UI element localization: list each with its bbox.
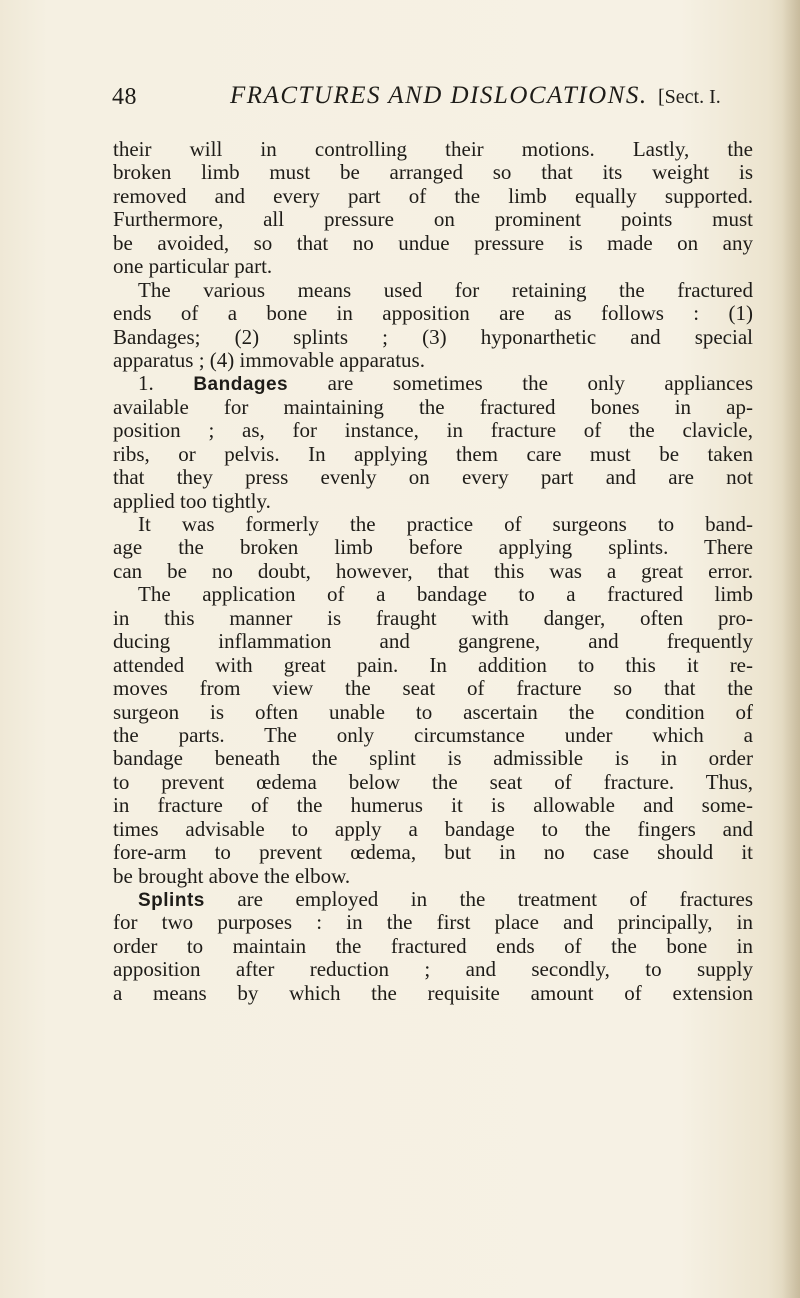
line-text: in this manner is fraught with danger, often pro- xyxy=(113,605,753,630)
text-line xyxy=(113,396,753,419)
line-text: that they press evenly on every part and are not xyxy=(113,465,753,490)
line-text: order to maintain the fractured ends of the bone in xyxy=(113,933,753,958)
line-text: age the broken limb before applying splints. There xyxy=(113,535,753,560)
text-line xyxy=(113,208,753,231)
text-line xyxy=(113,841,753,864)
line-text: one particular part. xyxy=(113,254,273,279)
page-edge-shadow xyxy=(782,0,800,1298)
line-text: be avoided, so that no undue pressure is made on any xyxy=(113,230,753,255)
running-title: FRACTURES AND DISLOCATIONS. xyxy=(230,82,648,109)
text-line xyxy=(113,185,753,208)
text-line xyxy=(113,911,753,934)
page-number: 48 xyxy=(112,84,137,110)
text-line xyxy=(113,560,753,583)
line-text: ends of a bone in apposition are as follows : (1) xyxy=(113,301,753,326)
text-line xyxy=(113,724,753,747)
text-line xyxy=(113,935,753,958)
line-text: apparatus ; (4) immovable apparatus. xyxy=(113,347,425,372)
line-text: apposition after reduction ; and secondly, to supply xyxy=(113,957,753,982)
section-heading-inline: Splints xyxy=(138,890,205,911)
text-line xyxy=(113,466,753,489)
text-line xyxy=(113,302,753,325)
text-line xyxy=(113,232,753,255)
line-text: The application of a bandage to a fractured limb xyxy=(138,582,753,607)
line-text: moves from view the seat of fracture so that the xyxy=(113,676,753,701)
line-text: The various means used for retaining the fractured xyxy=(138,277,753,302)
text-line xyxy=(113,419,753,442)
line-text: It was formerly the practice of surgeons to band- xyxy=(138,512,753,536)
line-text: be brought above the elbow. xyxy=(113,863,351,888)
text-line xyxy=(113,161,753,184)
text-line xyxy=(113,630,753,653)
line-text: can be no doubt, however, that this was a great error. xyxy=(113,558,753,583)
line-text: ribs, or pelvis. In applying them care must be taken xyxy=(113,441,753,466)
line-text: are employed in the treatment of fractures xyxy=(204,887,753,911)
text-line xyxy=(113,443,753,466)
text-line xyxy=(113,607,753,630)
line-text: are sometimes the only appliances xyxy=(288,371,753,396)
text-line xyxy=(113,513,753,536)
text-line xyxy=(113,701,753,724)
text-line xyxy=(113,255,753,278)
text-line xyxy=(113,279,753,302)
page-header xyxy=(112,84,752,118)
text-line xyxy=(113,490,753,513)
text-line xyxy=(113,138,753,161)
text-line xyxy=(113,677,753,700)
text-line xyxy=(113,747,753,770)
text-line xyxy=(113,654,753,677)
line-text: bandage beneath the splint is admissible is in order xyxy=(113,746,753,771)
text-line xyxy=(113,865,753,888)
section-heading-inline: Bandages xyxy=(193,374,289,396)
line-text: Furthermore, all pressure on prominent points must xyxy=(113,207,753,232)
line-text: to prevent œdema below the seat of fracture. Thus, xyxy=(113,769,753,794)
line-text: broken limb must be arranged so that its weight is xyxy=(113,160,753,185)
text-line xyxy=(113,372,753,395)
section-reference: [Sect. I. xyxy=(658,86,721,108)
text-line xyxy=(113,536,753,559)
line-text: attended with great pain. In addition to this it re- xyxy=(113,652,753,677)
line-text: a means by which the requisite amount of extension xyxy=(113,980,753,1005)
line-text: fore-arm to prevent œdema, but in no case should it xyxy=(113,840,753,865)
line-text: removed and every part of the limb equally supported. xyxy=(113,183,753,208)
text-line xyxy=(113,818,753,841)
text-line xyxy=(113,326,753,349)
line-text: surgeon is often unable to ascertain the condition of xyxy=(113,699,753,724)
line-text: position ; as, for instance, in fracture of the clavicle, xyxy=(113,418,753,443)
text-line xyxy=(113,349,753,372)
line-text: the parts. The only circumstance under which a xyxy=(113,722,753,747)
line-text: available for maintaining the fractured bones in ap- xyxy=(113,394,753,419)
line-text: their will in controlling their motions. Lastly, the xyxy=(113,137,753,161)
line-text: for two purposes : in the first place and principally, in xyxy=(113,910,753,935)
line-text: ducing inflammation and gangrene, and frequently xyxy=(113,629,753,654)
list-number: 1. xyxy=(138,371,194,396)
text-line xyxy=(113,771,753,794)
text-line xyxy=(113,958,753,981)
text-line xyxy=(113,888,753,911)
text-line xyxy=(113,982,753,1005)
line-text: applied too tightly. xyxy=(113,488,271,513)
text-line xyxy=(113,794,753,817)
text-line xyxy=(113,583,753,606)
line-text: Bandages; (2) splints ; (3) hyponarthetic and special xyxy=(113,324,753,349)
line-text: times advisable to apply a bandage to the fingers and xyxy=(113,816,753,841)
line-text: in fracture of the humerus it is allowable and some- xyxy=(113,793,753,818)
body-text xyxy=(113,138,753,1005)
